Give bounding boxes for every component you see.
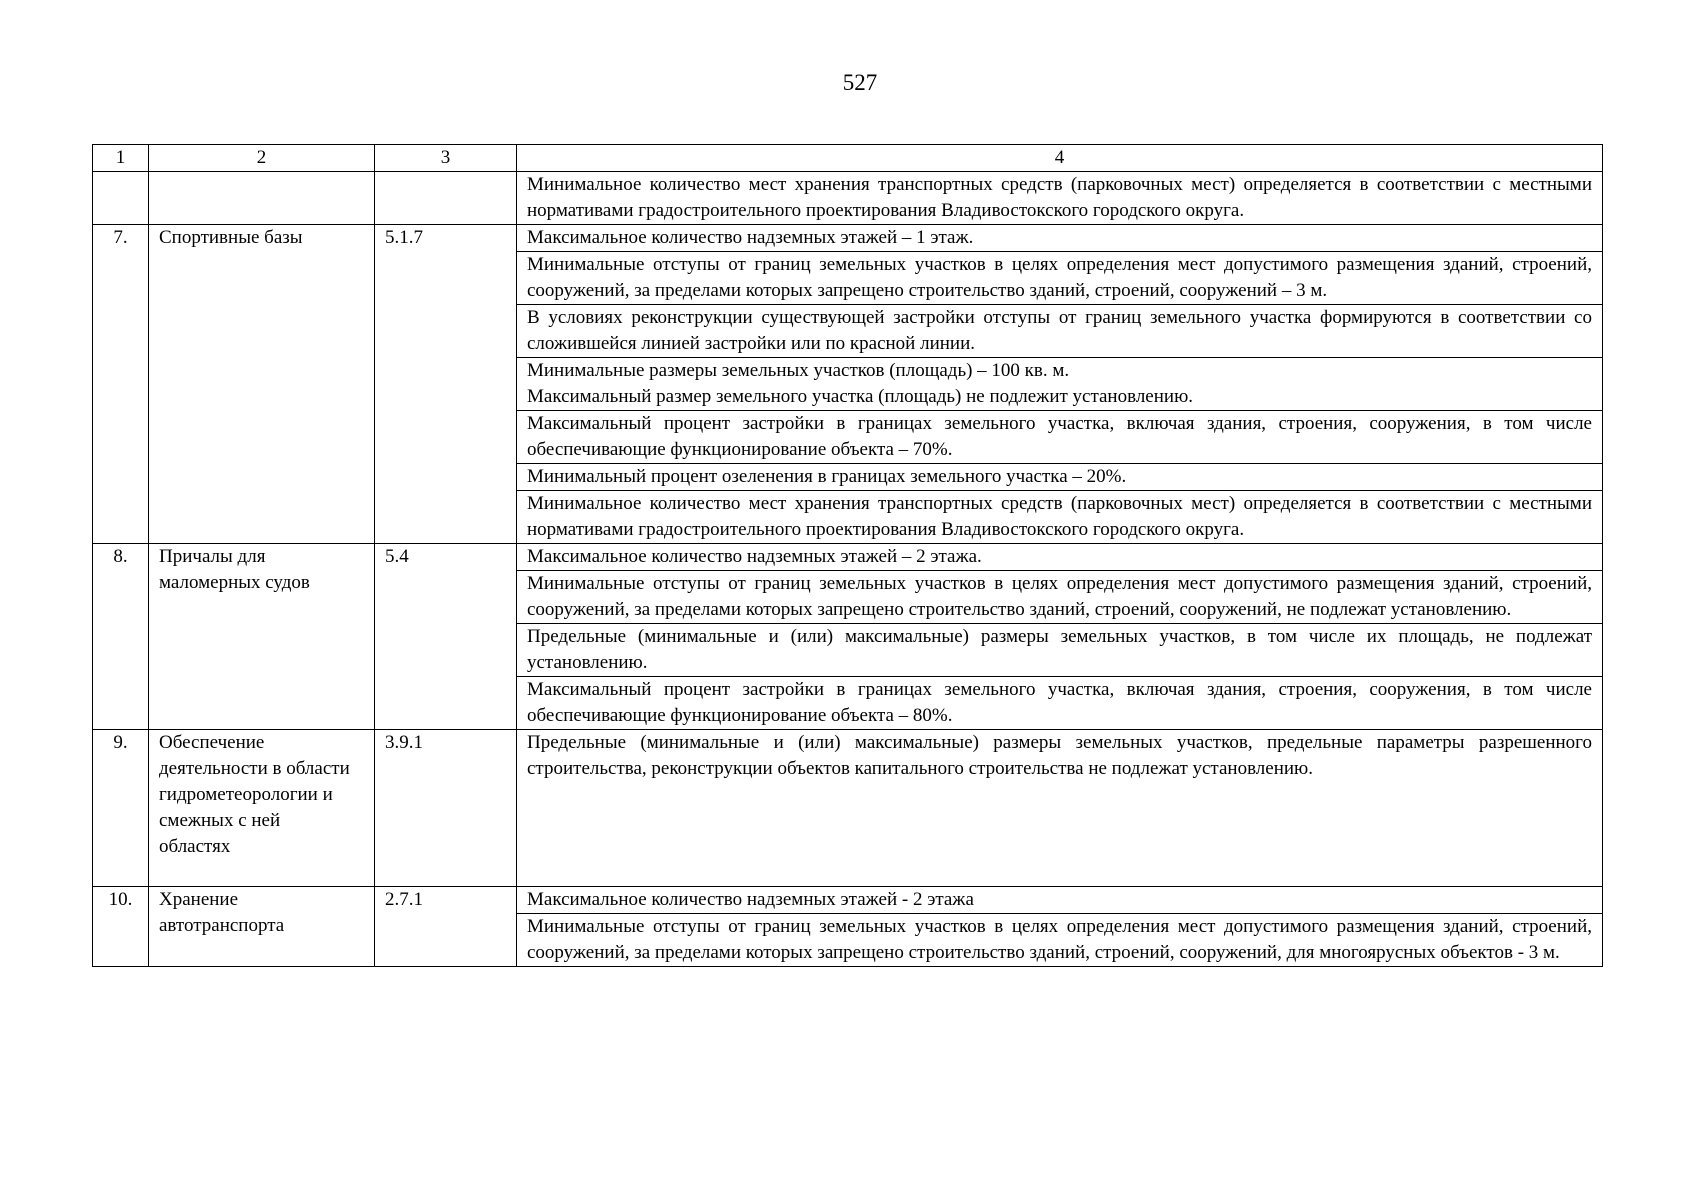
parameter-text: Максимальное количество надземных этажей – 2 этажа. — [517, 544, 1603, 571]
use-name: Хранение автотранспорта — [149, 887, 375, 967]
row-number: 8. — [93, 544, 149, 730]
use-name: Обеспечение деятельности в области гидрометеорологии и смежных с ней областях — [149, 730, 375, 887]
row-number: 7. — [93, 225, 149, 544]
parameter-text: Предельные (минимальные и (или) максимальные) размеры земельных участков, в том числе их площадь, не подлежат установлению. — [517, 624, 1603, 677]
use-name: Причалы для маломерных судов — [149, 544, 375, 730]
table-row — [93, 544, 1603, 571]
use-code: 3.9.1 — [375, 730, 517, 887]
page-number: 527 — [842, 70, 878, 95]
column-header-2: 2 — [149, 145, 375, 172]
use-code: 5.4 — [375, 544, 517, 730]
parameter-text: Максимальное количество надземных этажей - 2 этажа — [517, 887, 1603, 914]
use-code: 2.7.1 — [375, 887, 517, 967]
row-number: 10. — [93, 887, 149, 967]
column-header-3: 3 — [375, 145, 517, 172]
header-row — [93, 145, 1603, 172]
column-header-4: 4 — [517, 145, 1603, 172]
parameter-text: Минимальные отступы от границ земельных участков в целях определения мест допустимого размещения зданий, строений, сооружений, за пределами которых запрещено строительство зданий, строений, сооружений, не подлежат установлению. — [517, 571, 1603, 624]
table-row-continuation — [93, 172, 1603, 225]
parameter-text: Максимальное количество надземных этажей – 1 этаж. — [517, 225, 1603, 252]
parameter-text: Минимальный процент озеленения в границах земельного участка – 20%. — [517, 464, 1603, 491]
regulations-table — [92, 144, 1603, 967]
use-code: 5.1.7 — [375, 225, 517, 544]
parameter-text: Предельные (минимальные и (или) максимальные) размеры земельных участков, предельные параметры разрешенного строительства, реконструкции объектов капитального строительства не подлежат установлению. — [517, 730, 1603, 887]
table-row — [93, 225, 1603, 252]
table-row — [93, 730, 1603, 887]
parameter-text: Минимальные размеры земельных участков (площадь) – 100 кв. м. Максимальный размер земельного участка (площадь) не подлежит установлению. — [517, 358, 1603, 411]
table-row — [93, 887, 1603, 914]
table-body — [93, 145, 1603, 967]
parameter-text: Минимальное количество мест хранения транспортных средств (парковочных мест) определяется в соответствии с местными нормативами градостроительного проектирования Владивостокского городского округа. — [517, 172, 1603, 225]
parameter-text: В условиях реконструкции существующей застройки отступы от границ земельного участка формируются в соответствии со сложившейся линией застройки или по красной линии. — [517, 305, 1603, 358]
use-name-cell — [149, 172, 375, 225]
parameter-text: Минимальное количество мест хранения транспортных средств (парковочных мест) определяется в соответствии с местными нормативами градостроительного проектирования Владивостокского городского округа. — [517, 491, 1603, 544]
row-number-cell — [93, 172, 149, 225]
use-code-cell — [375, 172, 517, 225]
parameter-text: Минимальные отступы от границ земельных участков в целях определения мест допустимого размещения зданий, строений, сооружений, за пределами которых запрещено строительство зданий, строений, сооружений – 3 м. — [517, 252, 1603, 305]
column-header-1: 1 — [93, 145, 149, 172]
use-name: Спортивные базы — [149, 225, 375, 544]
parameter-text: Максимальный процент застройки в границах земельного участка, включая здания, строения, сооружения, в том числе обеспечивающие функционирование объекта – 70%. — [517, 411, 1603, 464]
row-number: 9. — [93, 730, 149, 887]
parameter-text: Минимальные отступы от границ земельных участков в целях определения мест допустимого размещения зданий, строений, сооружений, за пределами которых запрещено строительство зданий, строений, сооружений, для многоярусных объектов - 3 м. — [517, 914, 1603, 967]
parameter-text: Максимальный процент застройки в границах земельного участка, включая здания, строения, сооружения, в том числе обеспечивающие функционирование объекта – 80%. — [517, 677, 1603, 730]
